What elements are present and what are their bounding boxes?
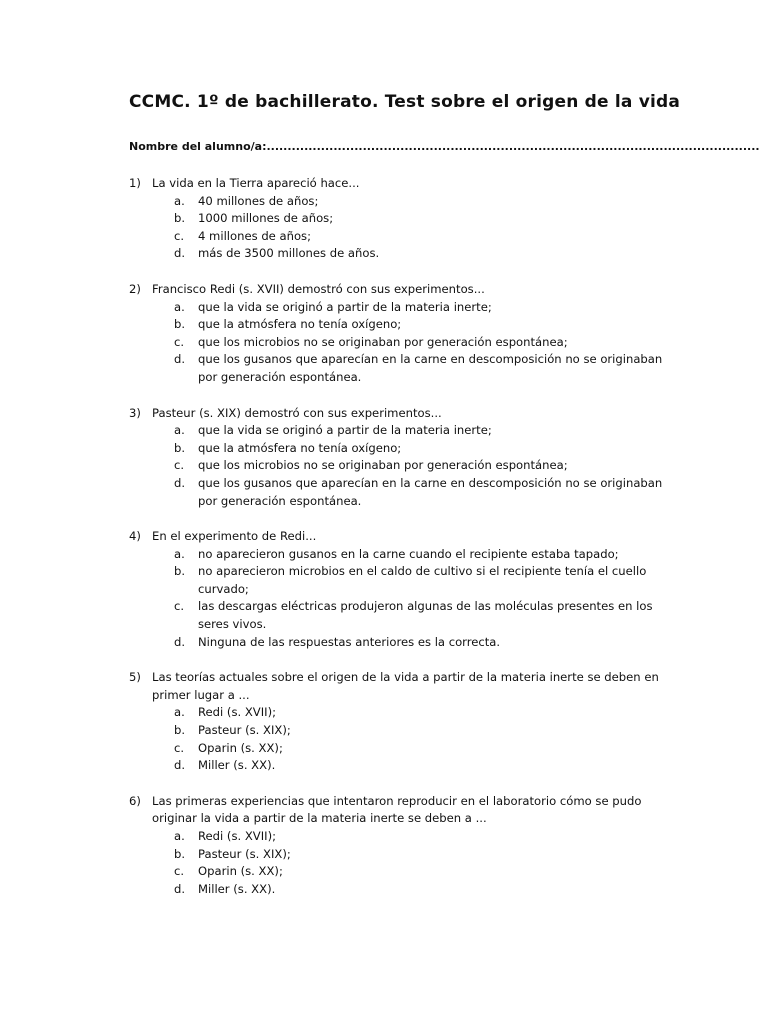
option-text: que la vida se originó a partir de la materia inerte; [198, 423, 492, 438]
question-2 [129, 281, 669, 387]
option-text: que la atmósfera no tenía oxígeno; [198, 440, 402, 455]
question-6 [129, 793, 669, 899]
option-letter: d. [174, 634, 186, 649]
question-text: Francisco Redi (s. XVII) demostró con sus experimentos... [152, 281, 485, 296]
option-text: que los gusanos que aparecían en la carne en descomposición no se originaban por generación espontánea. [198, 352, 663, 384]
option-letter: d. [174, 881, 186, 896]
option-letter: a. [174, 193, 185, 208]
option-text: Ninguna de las respuestas anteriores es la correcta. [198, 634, 501, 649]
question-1 [129, 175, 669, 263]
question-number: 6) [129, 793, 141, 808]
option-b [129, 440, 669, 458]
question-text: Las teorías actuales sobre el origen de la vida a partir de la materia inerte se deben en primer lugar a ... [152, 670, 659, 702]
option-letter: a. [174, 829, 185, 843]
option-text: que los gusanos que aparecían en la carne en descomposición no se originaban por generación espontánea. [198, 475, 663, 508]
question-text: En el experimento de Redi... [152, 529, 317, 544]
option-c [129, 740, 669, 758]
option-text: que la atmósfera no tenía oxígeno; [198, 317, 402, 332]
option-letter: a. [174, 546, 185, 561]
option-a [129, 704, 669, 722]
option-letter: c. [174, 599, 185, 614]
option-c [129, 598, 669, 633]
option-b [129, 722, 669, 740]
option-text: Miller (s. XX). [198, 881, 276, 896]
option-d [129, 475, 669, 510]
option-a [129, 193, 669, 211]
option-text: las descargas eléctricas produjeron algunas de las moléculas presentes en los seres vivos. [198, 599, 653, 632]
option-b [129, 210, 669, 228]
option-d [129, 245, 669, 263]
option-letter: b. [174, 723, 186, 738]
page-title: CCMC. 1º de bachillerato. Test sobre el origen de la vida [129, 92, 681, 112]
option-text: que los microbios no se originaban por generación espontánea; [198, 334, 568, 349]
question-number: 1) [129, 176, 141, 190]
option-b [129, 563, 669, 598]
option-letter: c. [174, 334, 185, 349]
option-text: 4 millones de años; [198, 228, 311, 243]
question-text: Las primeras experiencias que intentaron reproducir en el laboratorio cómo se pudo originar la vida a partir de la materia inerte se deben a ... [152, 793, 642, 826]
option-text: Miller (s. XX). [198, 758, 276, 773]
option-letter: c. [174, 458, 185, 473]
option-letter: c. [174, 740, 185, 755]
option-text: que los microbios no se originaban por generación espontánea; [198, 458, 568, 473]
question-number: 4) [129, 529, 141, 544]
question-3 [129, 405, 669, 511]
option-text: Pasteur (s. XIX); [198, 723, 291, 738]
option-letter: d. [174, 246, 186, 261]
option-letter: b. [174, 440, 186, 455]
option-letter: b. [174, 564, 186, 579]
option-letter: a. [174, 705, 185, 720]
option-text: Oparin (s. XX); [198, 864, 283, 879]
option-letter: a. [174, 299, 185, 314]
option-text: Pasteur (s. XIX); [198, 846, 291, 861]
option-c [129, 228, 669, 246]
student-name-label: Nombre del alumno/a:...................................................................................................................... [129, 140, 760, 153]
option-c [129, 457, 669, 475]
option-letter: c. [174, 864, 185, 879]
option-text: Redi (s. XVII); [198, 829, 277, 843]
option-text: no aparecieron gusanos en la carne cuando el recipiente estaba tapado; [198, 546, 619, 561]
option-letter: d. [174, 475, 186, 490]
option-d [129, 757, 669, 775]
question-text: La vida en la Tierra apareció hace... [152, 176, 360, 190]
option-a [129, 546, 669, 564]
option-d [129, 351, 669, 386]
option-b [129, 846, 669, 864]
question-5 [129, 669, 669, 775]
option-text: Redi (s. XVII); [198, 705, 277, 720]
option-text: que la vida se originó a partir de la materia inerte; [198, 299, 492, 314]
question-4 [129, 528, 669, 651]
question-number: 3) [129, 405, 141, 420]
option-letter: c. [174, 228, 185, 243]
option-letter: d. [174, 352, 186, 367]
option-text: no aparecieron microbios en el caldo de cultivo si el recipiente tenía el cuello curvado; [198, 564, 647, 596]
option-c [129, 863, 669, 881]
option-text: Oparin (s. XX); [198, 740, 283, 755]
option-a [129, 299, 669, 317]
question-number: 2) [129, 281, 141, 296]
option-letter: b. [174, 846, 186, 861]
option-a [129, 828, 669, 846]
option-letter: b. [174, 317, 186, 332]
option-letter: d. [174, 758, 186, 773]
option-text: 1000 millones de años; [198, 211, 334, 226]
option-d [129, 881, 669, 899]
option-text: 40 millones de años; [198, 193, 319, 208]
option-letter: b. [174, 211, 186, 226]
option-b [129, 316, 669, 334]
question-list [129, 175, 669, 916]
option-c [129, 334, 669, 352]
option-text: más de 3500 millones de años. [198, 246, 380, 261]
question-number: 5) [129, 670, 141, 685]
option-letter: a. [174, 423, 185, 438]
option-d [129, 634, 669, 652]
option-a [129, 422, 669, 440]
question-text: Pasteur (s. XIX) demostró con sus experimentos... [152, 405, 442, 420]
